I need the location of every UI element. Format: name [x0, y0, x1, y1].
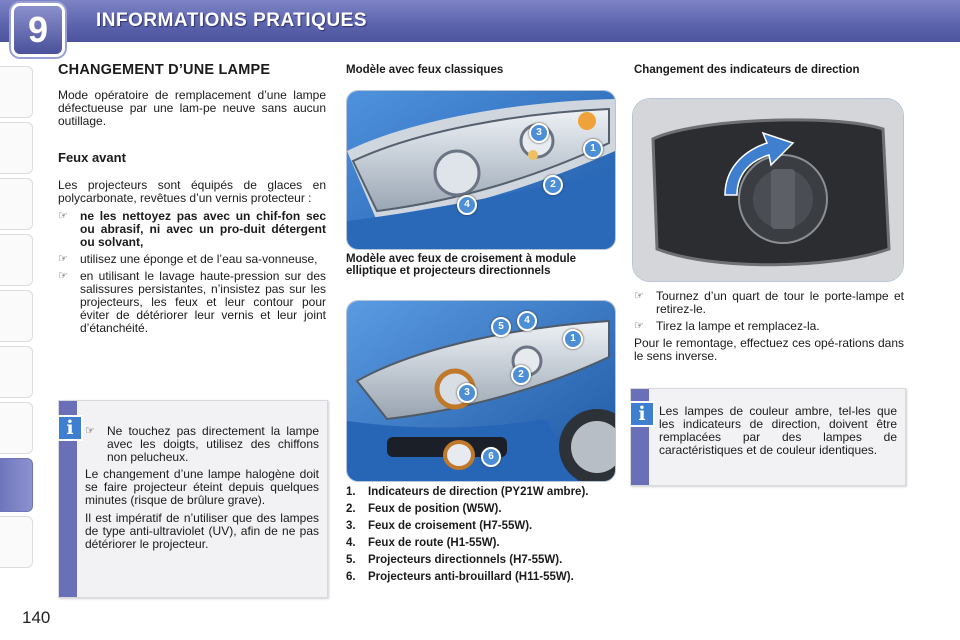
list-item: ☞ Tirez la lampe et remplacez-la.: [634, 319, 820, 333]
pointing-hand-icon: ☞: [58, 270, 68, 282]
info-box-warning: [58, 400, 328, 598]
list-item: 2. Feux de position (W5W).: [346, 503, 502, 515]
marker-5: 5: [491, 317, 511, 337]
side-tab-active[interactable]: [0, 458, 33, 512]
list-item: ☞ Ne touchez pas directement la lampe avec les doigts, utilisez des chiffons non pelucheux.: [85, 424, 319, 464]
pointing-hand-icon: ☞: [85, 425, 95, 437]
side-tab[interactable]: [0, 178, 33, 230]
headlight-classic-photo: [346, 90, 616, 250]
indicators-steps: [634, 290, 904, 368]
side-tab[interactable]: [0, 516, 33, 568]
section-title: CHANGEMENT D’UNE LAMPE: [58, 62, 271, 78]
remount-text: Pour le remontage, effectuez ces opé-rations dans le sens inverse.: [634, 336, 904, 363]
marker-3: 3: [457, 383, 477, 403]
info-icon: i: [629, 401, 655, 427]
pointing-hand-icon: ☞: [58, 210, 68, 222]
pointing-hand-icon: ☞: [634, 320, 644, 332]
page-number: 140: [22, 608, 51, 627]
headlight-elliptic-photo: [346, 300, 616, 482]
marker-6: 6: [481, 447, 501, 467]
list-item: 3. Feux de croisement (H7-55W).: [346, 520, 533, 532]
info-paragraph: Il est impératif de n’utiliser que des lampes de type anti-ultraviolet (UV), afin de ne pas détériorer le projecteur.: [85, 511, 319, 551]
info-paragraph: Les lampes de couleur ambre, tel-les que les indicateurs de direction, doivent être remplacées par des lampes de caractéristiques et de couleur identiques.: [659, 404, 897, 457]
list-item: 1. Indicateurs de direction (PY21W ambre).: [346, 486, 589, 498]
side-tab[interactable]: [0, 122, 33, 174]
marker-4: 4: [457, 195, 477, 215]
header-bar: [0, 0, 960, 42]
page-header-title: INFORMATIONS PRATIQUES: [96, 10, 368, 31]
list-item: ☞ en utilisant le lavage haute-pression sur des salissures persistantes, n’insistez pas sur les projecteurs, les feux et leur contour pour éviter de détériorer leur vernis et leur joint d’étanchéité.: [58, 269, 326, 335]
list-item: 5. Projecteurs directionnels (H7-55W).: [346, 554, 563, 566]
caption-elliptic: Modèle avec feux de croisement à module elliptique et projecteurs directionnels: [346, 253, 577, 277]
care-list: [58, 210, 326, 335]
list-item: ☞ utilisez une éponge et de l’eau sa-vonneuse,: [58, 252, 318, 266]
list-item: ☞ Tournez d’un quart de tour le porte-lampe et retirez-le.: [634, 289, 904, 316]
info-box-amber-lamps: [630, 388, 906, 486]
list-item: ☞ ne les nettoyez pas avec un chif-fon sec ou abrasif, ni avec un pro-duit détergent ou solvant,: [58, 209, 326, 249]
marker-2: 2: [543, 175, 563, 195]
pointing-hand-icon: ☞: [634, 290, 644, 302]
bulb-legend-list: [346, 486, 616, 588]
info-icon: i: [57, 415, 83, 441]
marker-1: 1: [583, 139, 603, 159]
marker-3: 3: [529, 123, 549, 143]
side-tab[interactable]: [0, 346, 33, 398]
feux-avant-title: Feux avant: [58, 150, 126, 165]
side-tab[interactable]: [0, 290, 33, 342]
info-paragraph: Le changement d’une lampe halogène doit se faire projecteur éteint depuis quelques minutes (risque de brûlure grave).: [85, 467, 319, 507]
marker-4: 4: [517, 311, 537, 331]
list-item: 6. Projecteurs anti-brouillard (H11-55W).: [346, 571, 574, 583]
pointing-hand-icon: ☞: [58, 253, 68, 265]
indicators-title: Changement des indicateurs de direction: [634, 64, 860, 76]
left-column: [58, 62, 326, 339]
list-item: 4. Feux de route (H1-55W).: [346, 537, 500, 549]
side-tab[interactable]: [0, 234, 33, 286]
marker-2: 2: [511, 365, 531, 385]
caption-classic: Modèle avec feux classiques: [346, 64, 504, 76]
side-tab[interactable]: [0, 402, 33, 454]
side-tab[interactable]: [0, 66, 33, 118]
feux-avant-text: Les projecteurs sont équipés de glaces en polycarbonate, revêtues d’un vernis protecteur :: [58, 178, 326, 205]
indicator-removal-photo: [632, 98, 904, 282]
marker-1: 1: [563, 329, 583, 349]
intro-text: Mode opératoire de remplacement d’une lampe défectueuse par une lam-pe neuve sans aucun outillage.: [58, 88, 326, 128]
chapter-number-badge: 9: [14, 6, 62, 54]
